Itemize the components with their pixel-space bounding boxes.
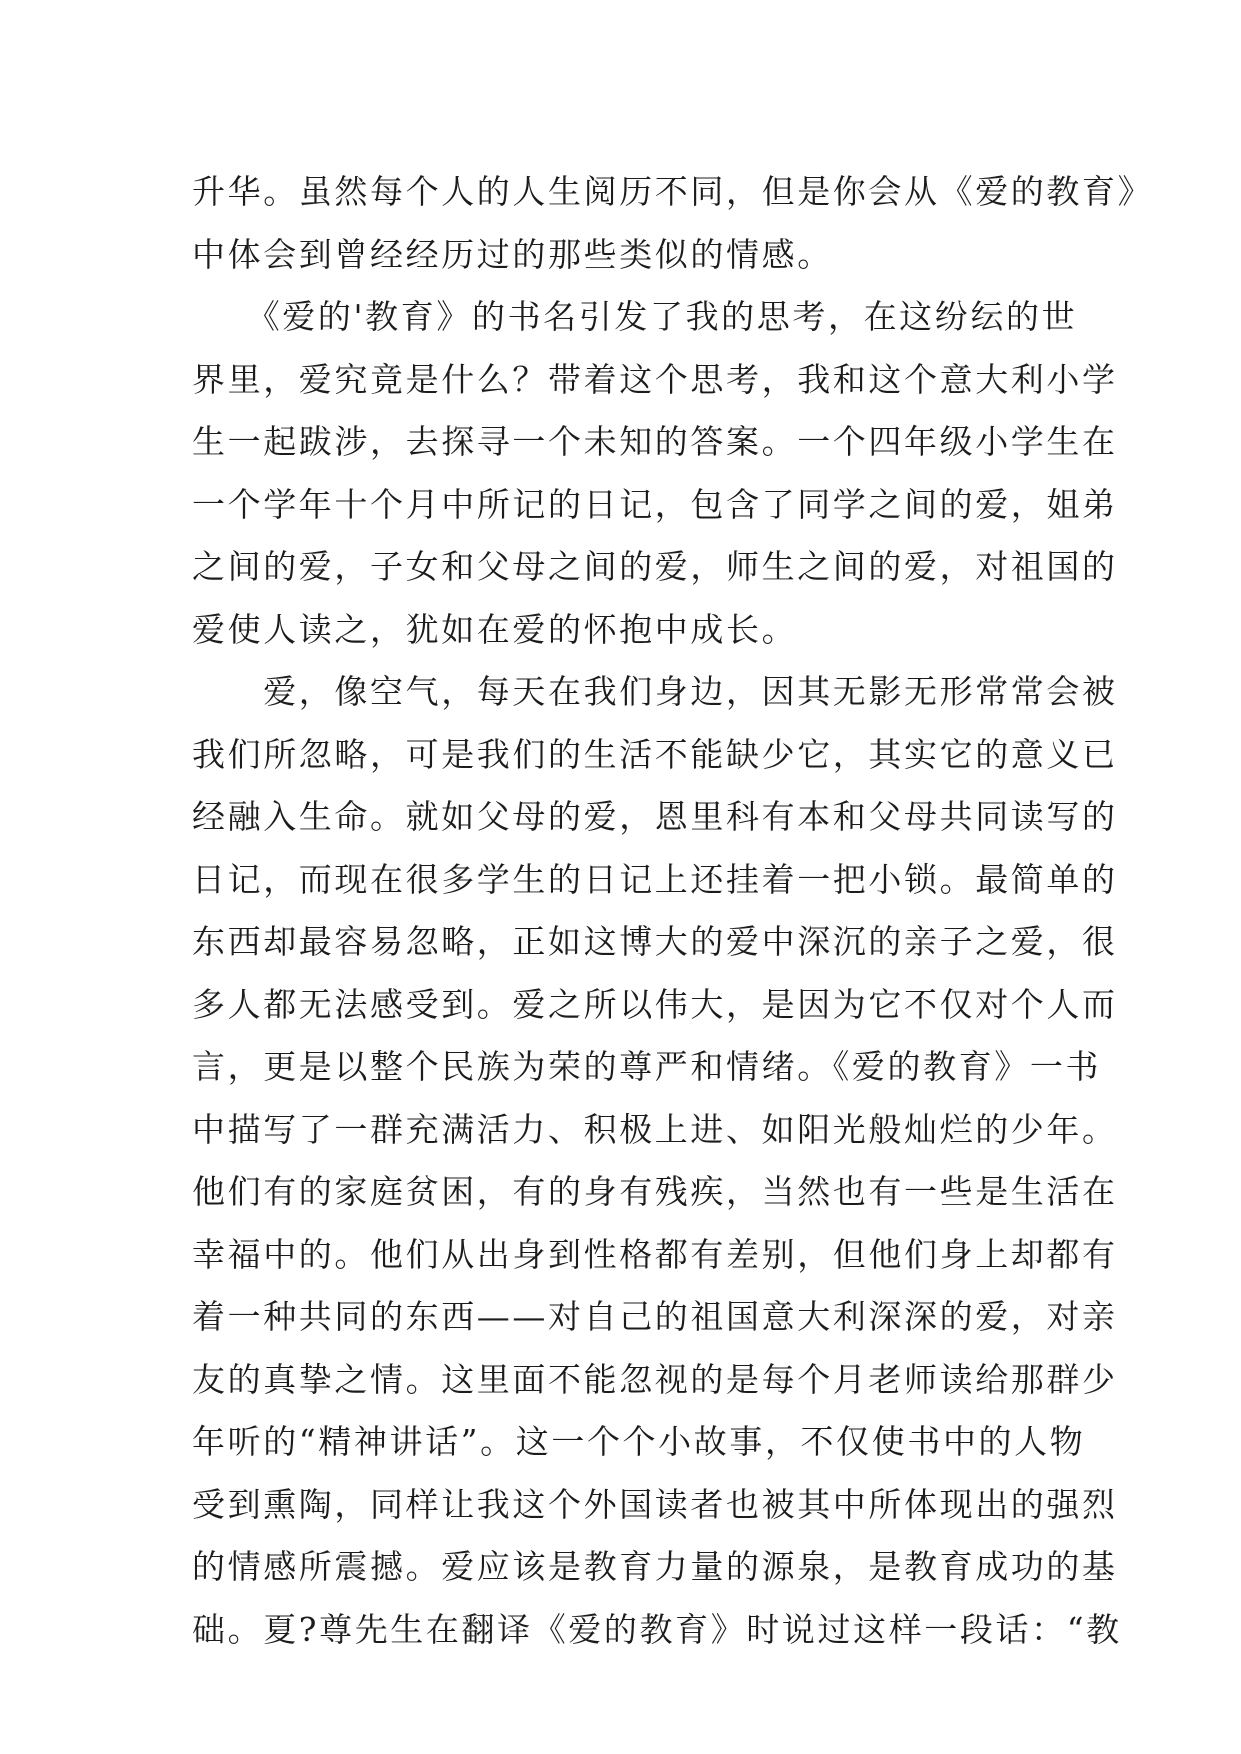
text-line: 经融入生命。就如父母的爱，恩里科有本和父母共同读写的 (192, 797, 1118, 836)
text-line: 中体会到曾经经历过的那些类似的情感。 (192, 234, 833, 274)
text-line: 爱使人读之，犹如在爱的怀抱中成长。 (192, 609, 798, 649)
body-text (192, 161, 1154, 1661)
text-line: 年听的“精神讲话”。这一个个小故事，不仅使书中的人物 (192, 1422, 1086, 1461)
text-line: 础。夏?尊先生在翻译《爱的教育》时说过这样一段话：“教 (192, 1609, 1122, 1649)
text-line: 多人都无法感受到。爱之所以伟大，是因为它不仅对个人而 (192, 984, 1118, 1024)
text-line: 言，更是以整个民族为荣的尊严和情绪。《爱的教育》一书 (192, 1047, 1102, 1086)
text-line: 着一种共同的东西——对自己的祖国意大利深深的爱，对亲 (192, 1297, 1118, 1336)
text-line: 爱，像空气，每天在我们身边，因其无影无形常常会被 (192, 672, 1118, 711)
text-line: 之间的爱，子女和父母之间的爱，师生之间的爱，对祖国的 (192, 547, 1118, 586)
text-line: 生一起跋涉，去探寻一个未知的答案。一个四年级小学生在 (192, 422, 1118, 461)
text-line: 中描写了一群充满活力、积极上进、如阳光般灿烂的少年。 (192, 1109, 1118, 1149)
text-line: 一个学年十个月中所记的日记，包含了同学之间的爱，姐弟 (192, 484, 1118, 524)
text-line: 东西却最容易忽略，正如这博大的爱中深沉的亲子之爱，很 (192, 922, 1118, 961)
text-line: 他们有的家庭贫困，有的身有残疾，当然也有一些是生活在 (192, 1172, 1118, 1211)
text-line: 日记，而现在很多学生的日记上还挂着一把小锁。最简单的 (192, 859, 1118, 899)
text-line: 受到熏陶，同样让我这个外国读者也被其中所体现出的强烈 (192, 1484, 1118, 1524)
text-line: 升华。虽然每个人的人生阅历不同，但是你会从《爱的教育》 (192, 172, 1154, 211)
text-line: 《爱的'教育》的书名引发了我的思考，在这纷纭的世 (192, 297, 1078, 336)
text-line: 友的真挚之情。这里面不能忽视的是每个月老师读给那群少 (192, 1359, 1118, 1399)
text-line: 我们所忽略，可是我们的生活不能缺少它，其实它的意义已 (192, 734, 1118, 774)
text-line: 的情感所震撼。爱应该是教育力量的源泉，是教育成功的基 (192, 1547, 1118, 1586)
text-line: 界里，爱究竟是什么？带着这个思考，我和这个意大利小学 (192, 359, 1118, 399)
text-line: 幸福中的。他们从出身到性格都有差别，但他们身上却都有 (192, 1234, 1118, 1274)
